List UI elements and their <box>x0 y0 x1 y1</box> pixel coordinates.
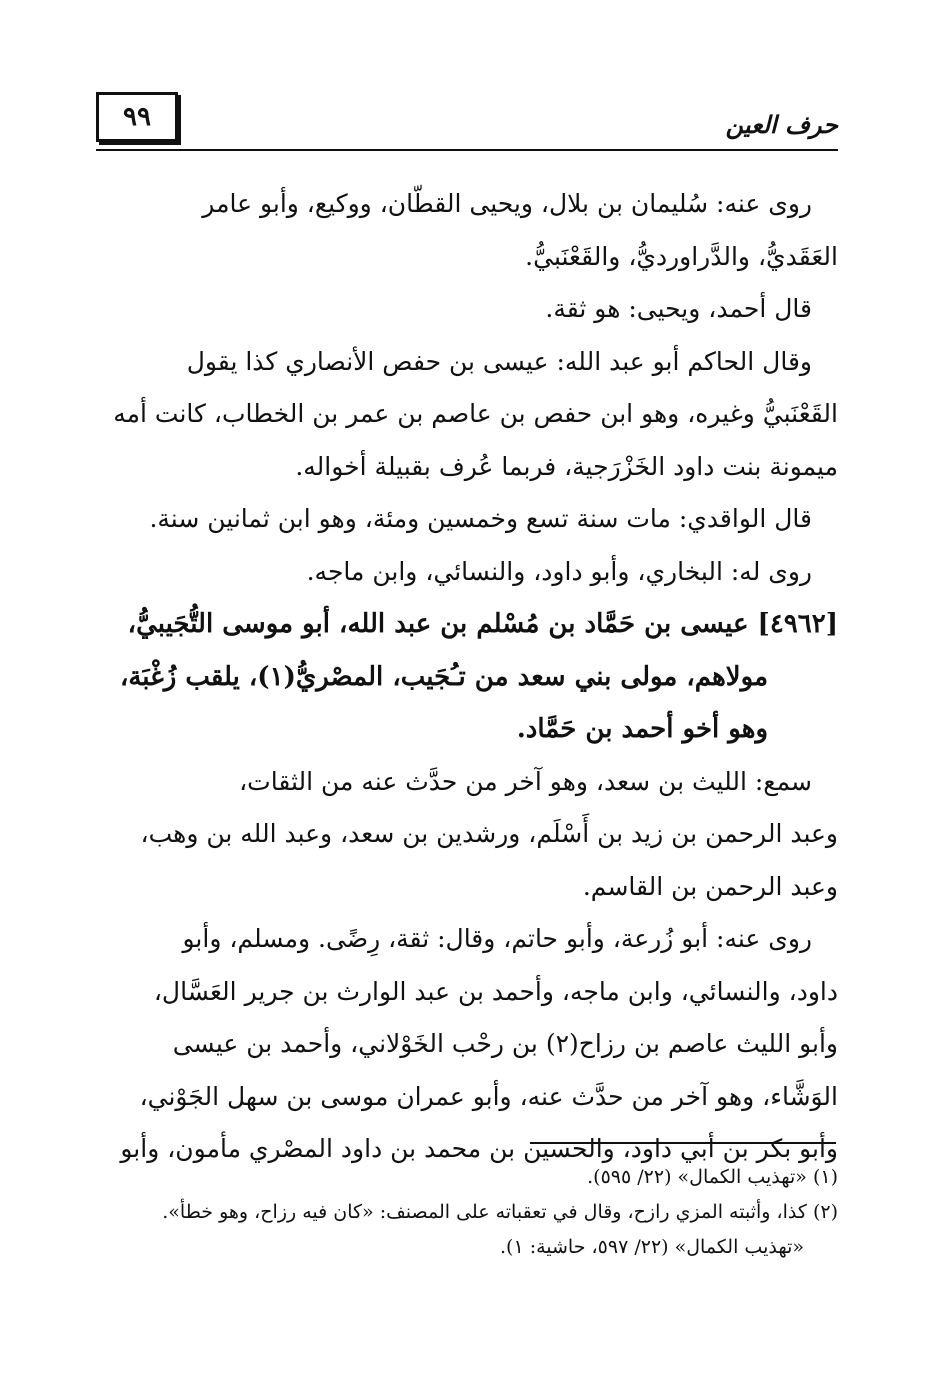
text-line: داود، والنسائي، وابن ماجه، وأحمد بن عبد الوارث بن جرير العَسَّال، <box>153 976 838 1006</box>
text-line: القَعْنَبيُّ وغيره، وهو ابن حفص بن عاصم بن عمر بن الخطاب، كانت أمه <box>113 399 838 428</box>
text-line: وعبد الرحمن بن القاسم. <box>582 871 838 901</box>
page-number: ٩٩ <box>96 92 178 142</box>
running-head: حرف العين <box>725 110 838 139</box>
entry-heading-line: وهو أخو أحمد بن حَمَّاد. <box>516 714 768 744</box>
text-line: قال الواقدي: مات سنة تسع وخمسين ومئة، وهو ابن ثمانين سنة. <box>149 504 812 533</box>
footnotes <box>96 1160 838 1265</box>
text-line: روى له: البخاري، وأبو داود، والنسائي، وابن ماجه. <box>306 556 812 586</box>
text-line: العَقَديُّ، والدَّراورديُّ، والقَعْنَبيُّ. <box>525 241 838 271</box>
entry-heading <box>96 598 838 756</box>
text-line: الوَشَّاء، وهو آخر من حدَّث عنه، وأبو عمران موسى بن سهل الجَوْني، <box>139 1081 838 1111</box>
entry-heading-line: مولاهم، مولى بني سعد من تـُجَيب، المصْريُّ(١)، يلقب زُغْبَة، <box>119 661 768 692</box>
main-text <box>96 178 838 1176</box>
text-line: قال أحمد، ويحيى: هو ثقة. <box>545 294 812 323</box>
entry-heading-line: [٤٩٦٢] عيسى بن حَمَّاد بن مُسْلم بن عبد الله، أبو موسى التُّجَيبيُّ، <box>127 609 838 639</box>
text-line: وأبو الليث عاصم بن رزاح(٢) بن رحْب الخَوْلاني، وأحمد بن عيسى <box>172 1029 838 1058</box>
footnote: (٢) كذا، وأثبته المزي رازح، وقال في تعقباته على المصنف: «كان فيه رزاح، وهو خطأ». <box>162 1201 838 1223</box>
footnote-rule <box>530 1142 836 1144</box>
footnote: «تهذيب الكمال» (٢٢/ ٥٩٧، حاشية: ١). <box>499 1236 804 1258</box>
footnote: (١) «تهذيب الكمال» (٢٢/ ٥٩٥). <box>587 1166 838 1188</box>
page-header <box>96 92 838 152</box>
text-line: وأبو بكر بن أبي داود، والحسين بن محمد بن داود المصْري مأمون، وأبو <box>120 1134 838 1163</box>
text-line: روى عنه: أبو زُرعة، وأبو حاتم، وقال: ثقة، رِضًى. ومسلم، وأبو <box>182 924 812 953</box>
text-line: وعبد الرحمن بن زيد بن أَسْلَم، ورشدين بن سعد، وعبد الله بن وهب، <box>140 819 838 848</box>
text-line: روى عنه: سُليمان بن بلال، ويحيى القطّان، ووكيع، وأبو عامر <box>202 189 812 218</box>
text-line: سمع: الليث بن سعد، وهو آخر من حدَّث عنه من الثقات، <box>239 766 812 796</box>
text-line: ميمونة بنت داود الخَزْرَجية، فربما عُرف بقبيلة أخواله. <box>295 451 838 481</box>
text-line: وقال الحاكم أبو عبد الله: عيسى بن حفص الأنصاري كذا يقول <box>186 346 812 376</box>
header-rule <box>96 149 838 151</box>
